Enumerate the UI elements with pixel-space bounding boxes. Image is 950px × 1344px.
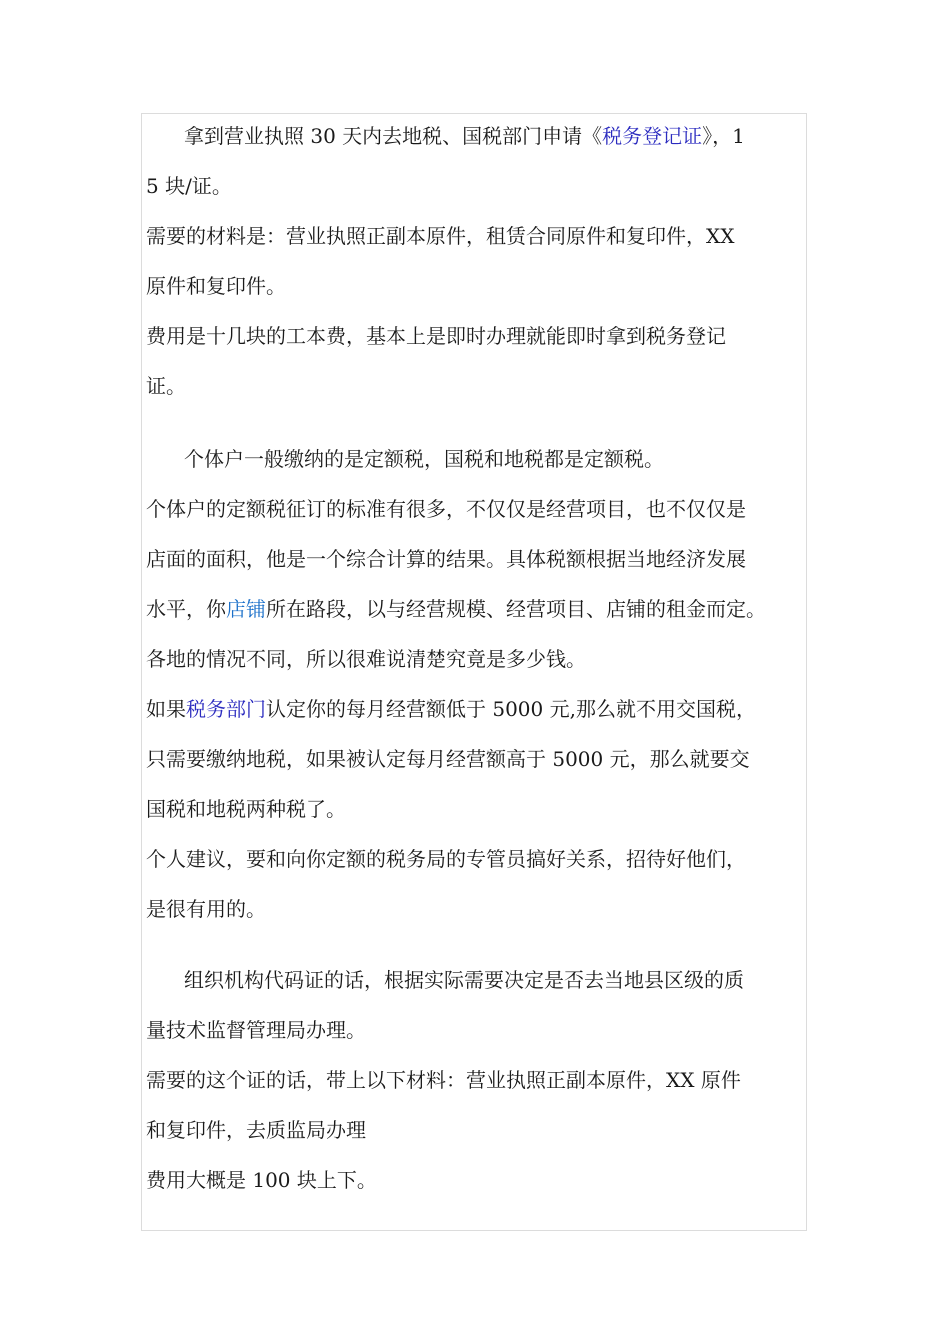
- link-tax-registration-certificate[interactable]: 税务登记证: [602, 124, 703, 148]
- text-line: 个体户的定额税征订的标准有很多，不仅仅是经营项目，也不仅仅是: [146, 497, 746, 521]
- text-line: 需要的这个证的话，带上以下材料：营业执照正副本原件，XX 原件: [146, 1068, 741, 1092]
- paragraph-organization-code: [146, 955, 808, 1205]
- text-line: 只需要缴纳地税，如果被认定每月经营额高于 5000 元，那么就要交: [146, 747, 750, 771]
- text-line: 和复印件，去质监局办理: [146, 1118, 366, 1142]
- text-line: 国税和地税两种税了。: [146, 797, 346, 821]
- text-line: 费用是十几块的工本费，基本上是即时办理就能即时拿到税务登记: [146, 324, 726, 348]
- text-line: 组织机构代码证的话，根据实际需要决定是否去当地县区级的质: [184, 968, 744, 992]
- text-line: 店面的面积，他是一个综合计算的结果。具体税额根据当地经济发展: [146, 547, 746, 571]
- text-line: 5 块/证。: [146, 174, 232, 198]
- text-line: 个人建议，要和向你定额的税务局的专管员搞好关系，招待好他们，: [146, 847, 746, 871]
- text-line: 水平，你店铺所在路段，以与经营规模、经营项目、店铺的租金而定。: [146, 597, 766, 621]
- link-tax-department[interactable]: 税务部门: [186, 697, 266, 721]
- text-line: 需要的材料是：营业执照正副本原件，租赁合同原件和复印件，XX: [146, 224, 735, 248]
- text-line: 是很有用的。: [146, 897, 266, 921]
- text-line: 量技术监督管理局办理。: [146, 1018, 366, 1042]
- text-line: 费用大概是 100 块上下。: [146, 1168, 377, 1192]
- text-line: 各地的情况不同，所以很难说清楚究竟是多少钱。: [146, 647, 586, 671]
- text-line: 证。: [146, 374, 186, 398]
- text-line: 如果税务部门认定你的每月经营额低于 5000 元,那么就不用交国税，: [146, 697, 756, 721]
- link-shop[interactable]: 店铺: [226, 597, 266, 621]
- paragraph-fixed-tax: [146, 434, 808, 934]
- text-line: 拿到营业执照 30 天内去地税、国税部门申请《税务登记证》，1: [184, 124, 745, 148]
- text-line: 个体户一般缴纳的是定额税，国税和地税都是定额税。: [184, 447, 664, 471]
- paragraph-tax-registration: [146, 111, 808, 411]
- text-line: 原件和复印件。: [146, 274, 286, 298]
